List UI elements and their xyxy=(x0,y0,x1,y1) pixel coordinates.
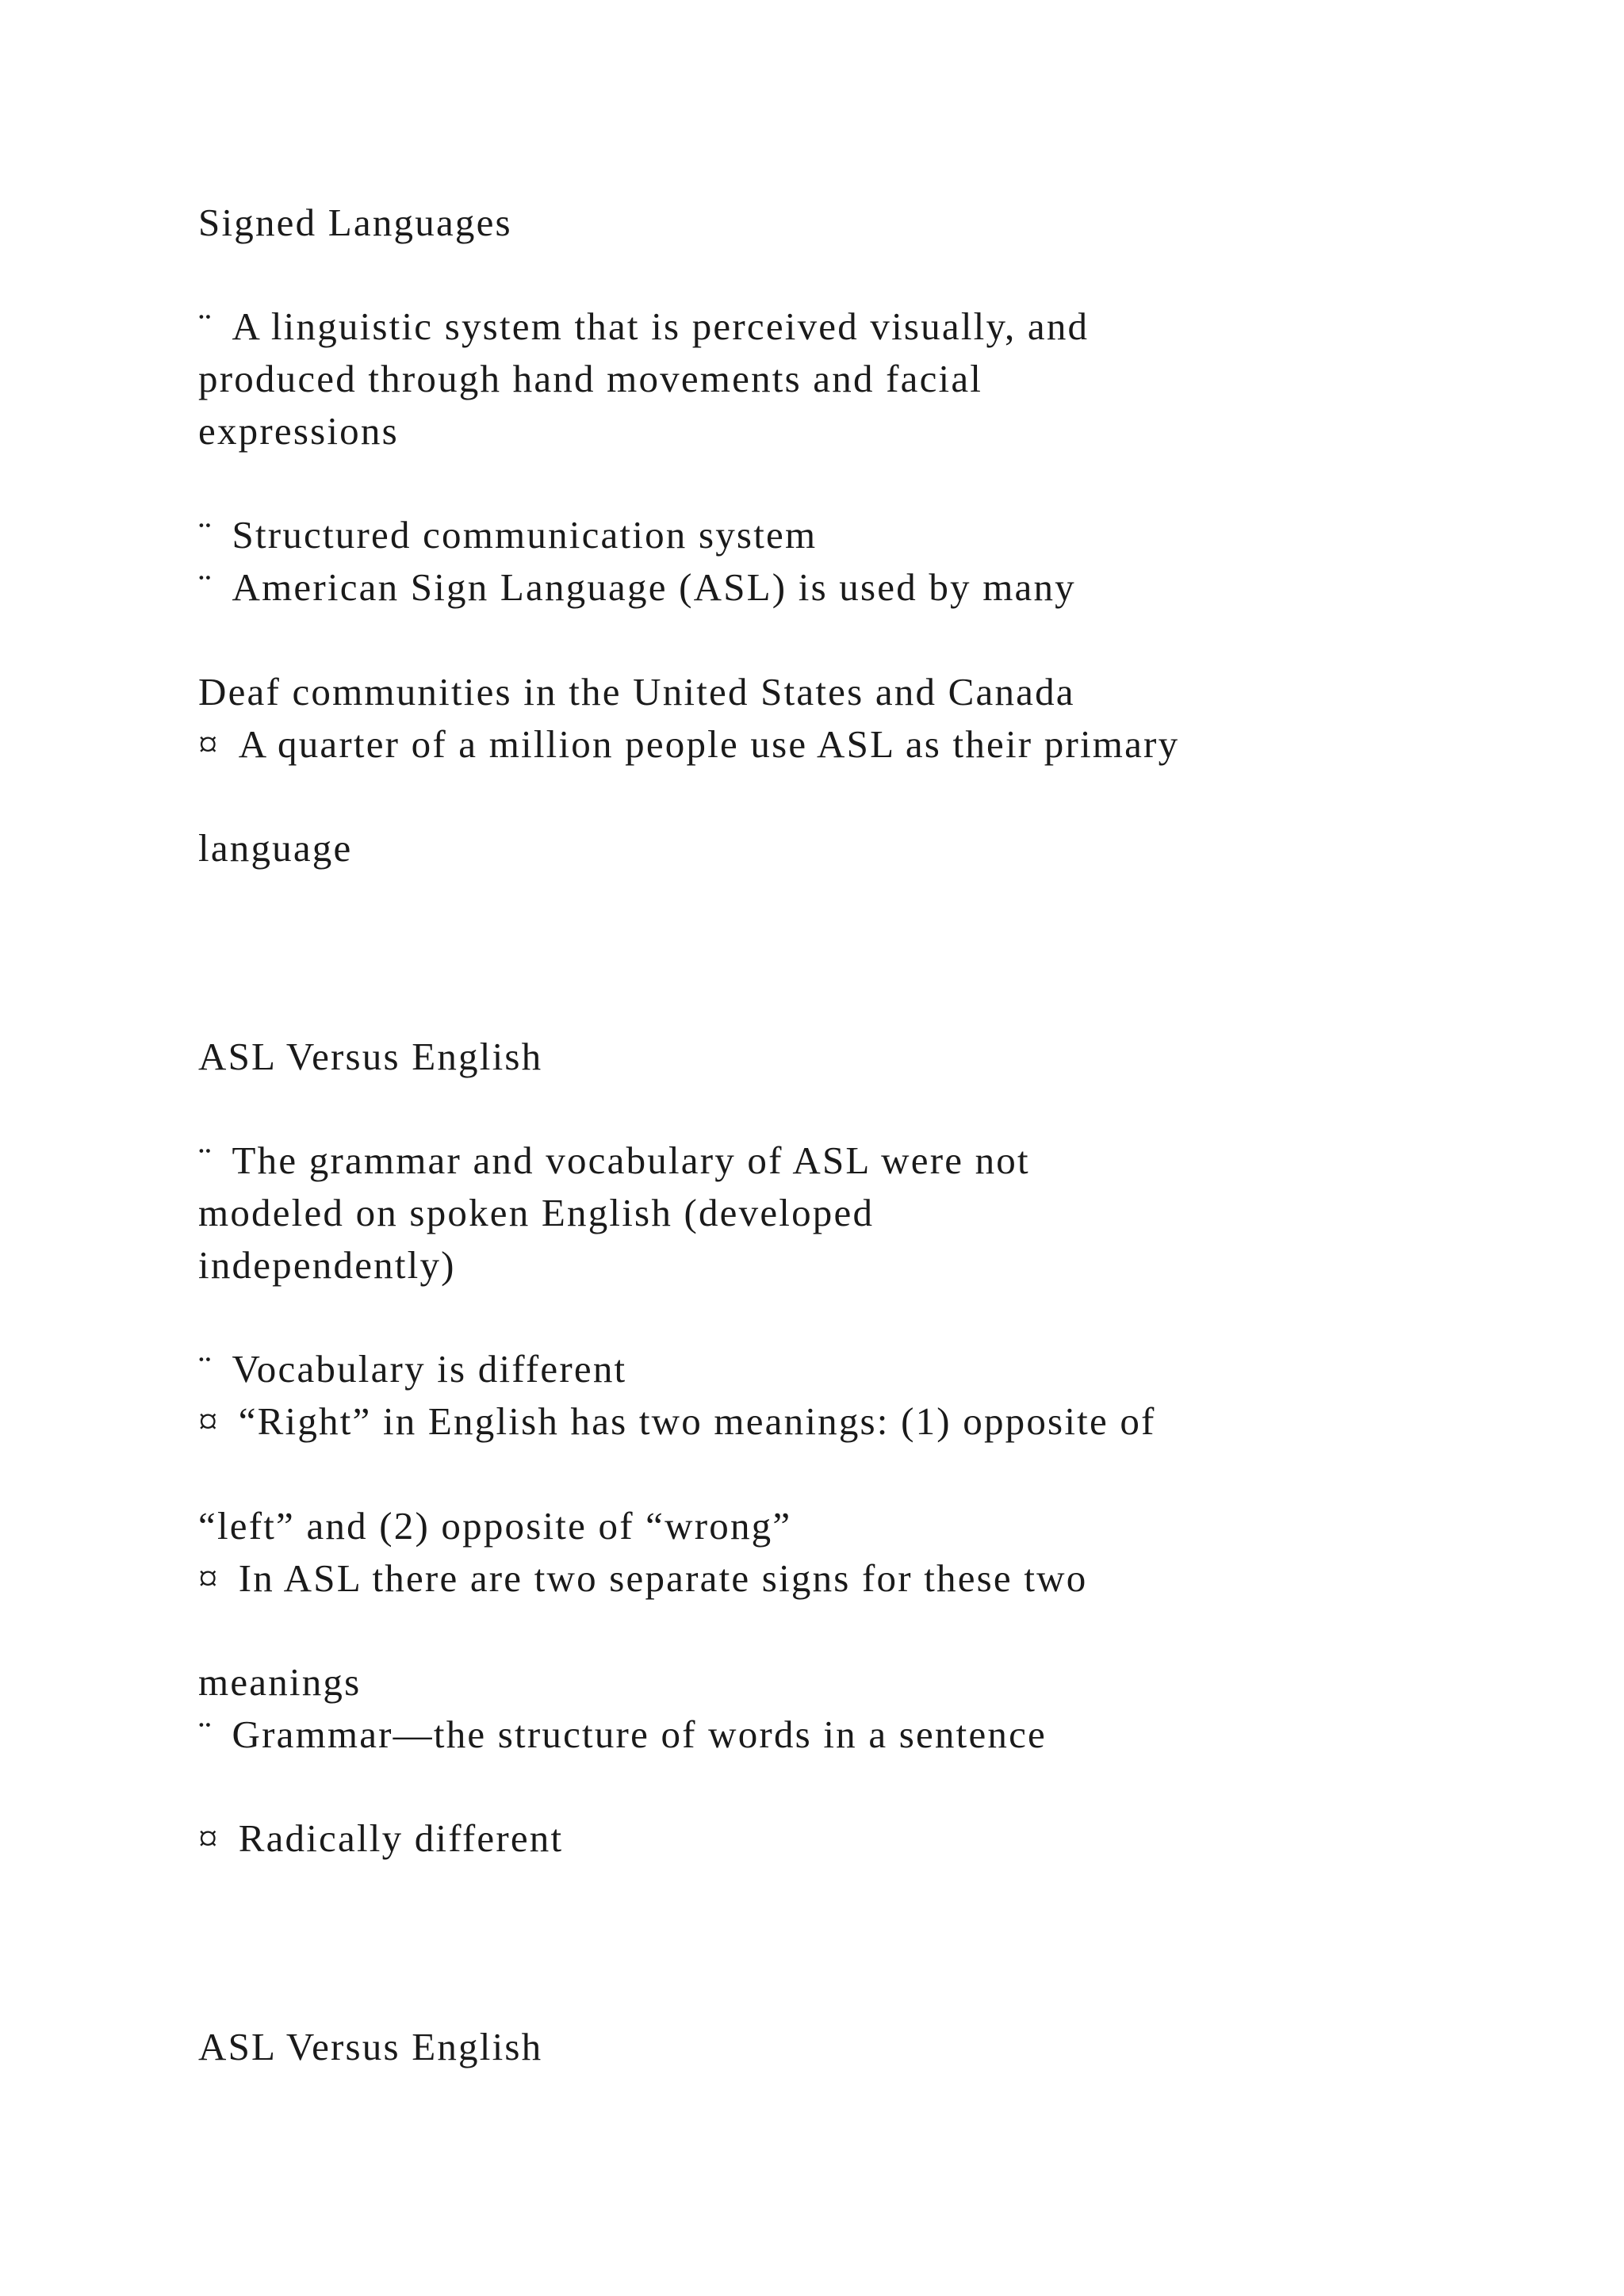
bullet-item xyxy=(198,509,817,561)
bullet-marker: ¨ xyxy=(198,1138,213,1182)
sub-bullet-marker: ¤ xyxy=(198,1556,220,1600)
sub-bullet-marker: ¤ xyxy=(198,722,220,766)
bullet-text-continuation: Deaf communities in the United States and Canada xyxy=(198,670,1075,714)
bullet-text: Grammar—the structure of words in a sentence xyxy=(232,1712,1047,1756)
bullet-text: Vocabulary is different xyxy=(232,1347,627,1391)
sub-bullet-text-continuation: language xyxy=(198,826,353,870)
bullet-text: American Sign Language (ASL) is used by many xyxy=(232,565,1076,609)
sub-bullet-item xyxy=(198,1395,1156,1448)
bullet-text-continuation: independently) xyxy=(198,1243,456,1287)
bullet-item xyxy=(198,1343,626,1395)
bullet-text-continuation: expressions xyxy=(198,409,399,453)
bullet-marker: ¨ xyxy=(198,1712,213,1756)
sub-bullet-text-continuation: “left” and (2) opposite of “wrong” xyxy=(198,1504,792,1548)
bullet-marker: ¨ xyxy=(198,565,213,609)
bullet-text: The grammar and vocabulary of ASL were not xyxy=(232,1138,1030,1182)
bullet-text-continuation: modeled on spoken English (developed xyxy=(198,1191,875,1234)
sub-bullet-marker: ¤ xyxy=(198,1816,220,1860)
sub-bullet-item xyxy=(198,718,1179,771)
bullet-text-continuation: produced through hand movements and facial xyxy=(198,357,983,400)
bullet-marker: ¨ xyxy=(198,1347,213,1391)
section-heading-signed-languages: Signed Languages xyxy=(198,201,512,244)
bullet-text: A linguistic system that is perceived visually, and xyxy=(232,304,1090,348)
sub-bullet-marker: ¤ xyxy=(198,1399,220,1443)
sub-bullet-item xyxy=(198,1812,563,1865)
sub-bullet-item xyxy=(198,1552,1087,1605)
bullet-item xyxy=(198,300,1089,353)
bullet-item xyxy=(198,1709,1047,1761)
sub-bullet-text: A quarter of a million people use ASL as their primary xyxy=(238,722,1180,766)
bullet-marker: ¨ xyxy=(198,304,213,348)
sub-bullet-text: Radically different xyxy=(238,1816,564,1860)
bullet-text: Structured communication system xyxy=(232,513,818,557)
bullet-item xyxy=(198,561,1076,614)
sub-bullet-text: In ASL there are two separate signs for these two xyxy=(238,1556,1088,1600)
bullet-marker: ¨ xyxy=(198,513,213,557)
sub-bullet-text-continuation: meanings xyxy=(198,1660,362,1704)
bullet-item xyxy=(198,1135,1030,1187)
sub-bullet-text: “Right” in English has two meanings: (1) opposite of xyxy=(238,1399,1156,1443)
section-heading-asl-versus-english-2: ASL Versus English xyxy=(198,2025,543,2068)
section-heading-asl-versus-english: ASL Versus English xyxy=(198,1035,543,1078)
